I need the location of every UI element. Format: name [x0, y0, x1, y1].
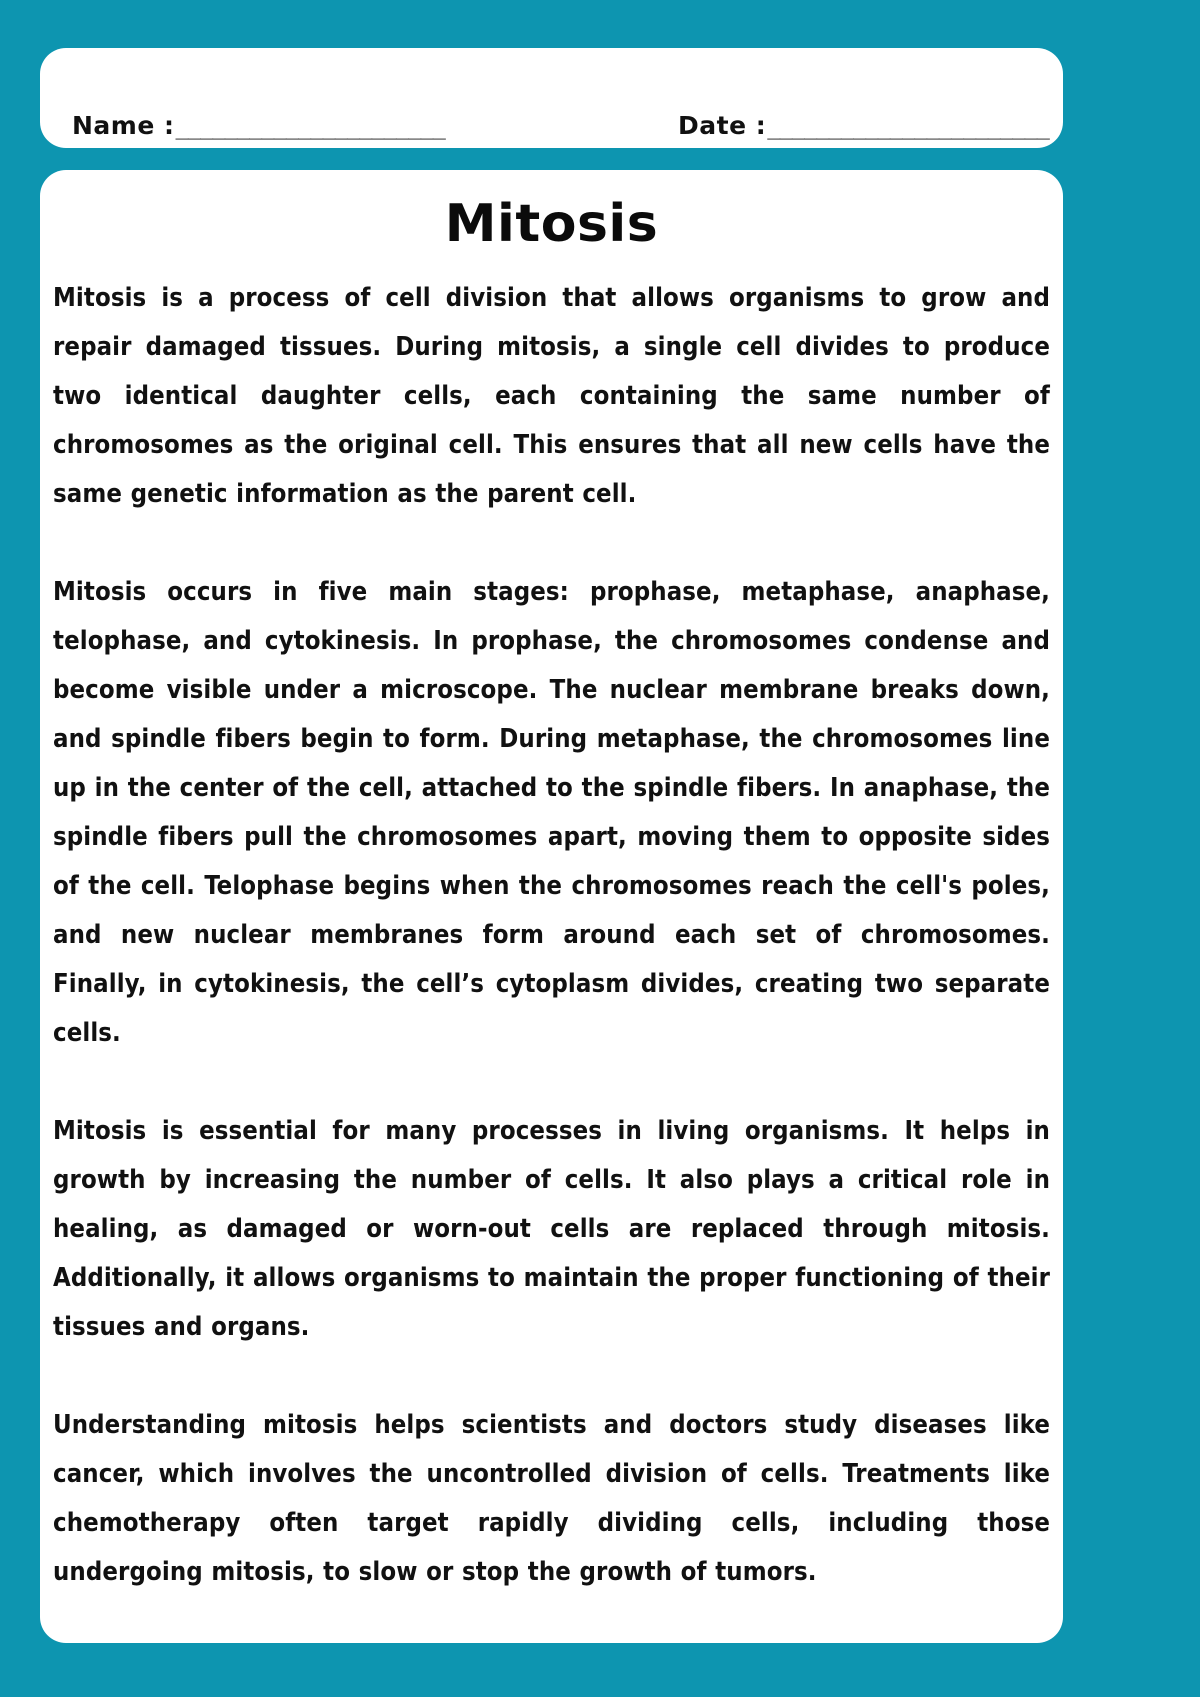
header-fields-row — [40, 96, 1063, 140]
name-field-rule[interactable]: ______________________ — [175, 115, 445, 140]
reading-passage — [53, 274, 1050, 1597]
passage-paragraph: Understanding mitosis helps scientists and doctors study diseases like cancer, which involves the uncontrolled division of cells. Treatments like chemotherapy often target rapidly dividing cells, including those undergoing mitosis, to slow or stop the growth of tumors. — [53, 1410, 1050, 1587]
date-field-rule[interactable]: _______________________ — [767, 115, 1049, 140]
worksheet-content-card — [40, 170, 1063, 1643]
date-field[interactable] — [678, 111, 1049, 140]
name-field-label: Name : — [72, 111, 175, 140]
name-field[interactable] — [72, 111, 445, 140]
passage-paragraph: Mitosis is essential for many processes in living organisms. It helps in growth by increasing the number of cells. It also plays a critical role in healing, as damaged or worn-out cells are replaced through mitosis. Additionally, it allows organisms to maintain the proper functioning of their tissues and organs. — [53, 1116, 1050, 1342]
student-info-card — [40, 48, 1063, 148]
passage-paragraph: Mitosis is a process of cell division that allows organisms to grow and repair damaged tissues. During mitosis, a single cell divides to produce two identical daughter cells, each containing the same number of chromosomes as the original cell. This ensures that all new cells have the same genetic information as the parent cell. — [53, 283, 1050, 509]
page-title: Mitosis — [444, 194, 659, 254]
passage-paragraph: Mitosis occurs in five main stages: prophase, metaphase, anaphase, telophase, and cytokinesis. In prophase, the chromosomes condense and become visible under a microscope. The nuclear membrane breaks down, and spindle fibers begin to form. During metaphase, the chromosomes line up in the center of the cell, attached to the spindle fibers. In anaphase, the spindle fibers pull the chromosomes apart, moving them to opposite sides of the cell. Telophase begins when the chromosomes reach the cell's poles, and new nuclear membranes form around each set of chromosomes. Finally, in cytokinesis, the cell’s cytoplasm divides, creating two separate cells. — [53, 577, 1050, 1048]
date-field-label: Date : — [678, 111, 767, 140]
